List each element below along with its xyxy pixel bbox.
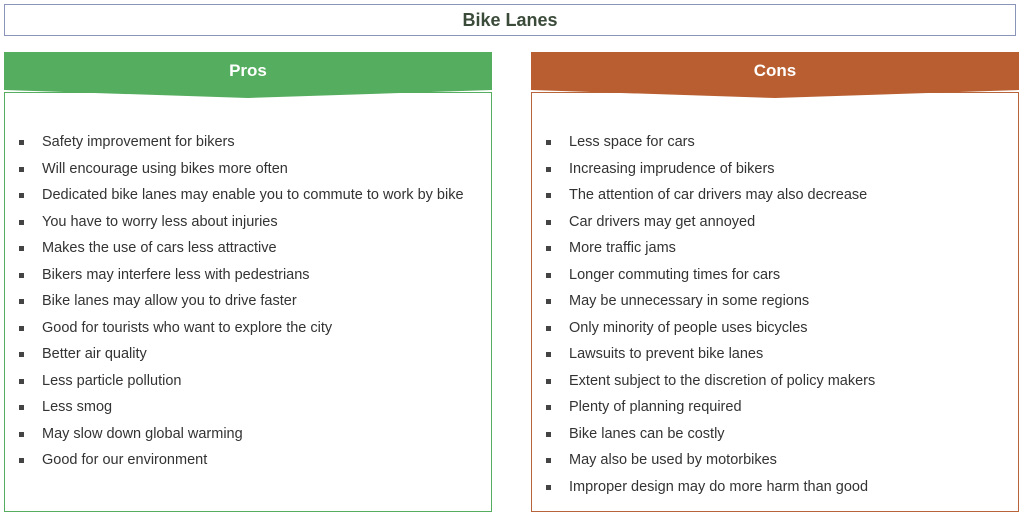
list-item xyxy=(19,239,471,258)
square-bullet-icon xyxy=(546,458,551,463)
list-item xyxy=(546,345,998,364)
list-item-text: Less space for cars xyxy=(569,134,695,150)
square-bullet-icon xyxy=(546,485,551,490)
list-item-text: More traffic jams xyxy=(569,240,676,256)
list-item xyxy=(546,451,998,470)
list-item-text: Longer commuting times for cars xyxy=(569,266,781,283)
square-bullet-icon xyxy=(19,352,24,357)
list-item-text: Dedicated bike lanes may enable you to commute to work by bike xyxy=(42,187,464,203)
pros-list-box xyxy=(4,92,492,512)
list-item-text: Will encourage using bikes more often xyxy=(42,160,288,177)
list-item-text: May also be used by motorbikes xyxy=(569,452,777,468)
list-item-text: You have to worry less about injuries xyxy=(42,213,278,230)
square-bullet-icon xyxy=(19,246,24,251)
pros-list xyxy=(5,133,491,478)
list-item xyxy=(19,213,471,232)
square-bullet-icon xyxy=(19,326,24,331)
square-bullet-icon xyxy=(19,405,24,410)
list-item xyxy=(546,425,998,444)
cons-list xyxy=(532,133,1018,504)
list-item xyxy=(19,345,471,364)
cons-column xyxy=(531,52,1019,495)
pros-column xyxy=(4,52,492,468)
list-item xyxy=(19,160,471,179)
list-item xyxy=(19,319,471,338)
list-item xyxy=(546,398,998,417)
list-item-text: Bike lanes may allow you to drive faster xyxy=(42,293,297,309)
list-item xyxy=(19,266,471,285)
list-item xyxy=(19,425,471,444)
list-item xyxy=(546,372,998,391)
list-item-text: Increasing imprudence of bikers xyxy=(569,160,775,177)
square-bullet-icon xyxy=(546,432,551,437)
list-item-text: Car drivers may get annoyed xyxy=(569,213,756,230)
list-item-text: Bikers may interfere less with pedestrians xyxy=(42,266,310,283)
square-bullet-icon xyxy=(546,140,551,145)
list-item xyxy=(546,239,998,258)
list-item xyxy=(19,133,471,152)
list-item xyxy=(546,186,998,205)
pros-heading: Pros xyxy=(229,61,267,80)
square-bullet-icon xyxy=(546,273,551,278)
square-bullet-icon xyxy=(546,167,551,172)
page-title: Bike Lanes xyxy=(4,4,1016,36)
square-bullet-icon xyxy=(546,326,551,331)
list-item-text: Extent subject to the discretion of policy makers xyxy=(569,372,876,389)
list-item xyxy=(19,186,471,205)
square-bullet-icon xyxy=(546,352,551,357)
list-item-text: Bike lanes can be costly xyxy=(569,425,725,442)
list-item-text: Less particle pollution xyxy=(42,372,182,389)
square-bullet-icon xyxy=(546,220,551,225)
list-item xyxy=(19,451,471,470)
square-bullet-icon xyxy=(546,193,551,198)
list-item-text: Plenty of planning required xyxy=(569,399,742,415)
square-bullet-icon xyxy=(19,432,24,437)
cons-heading: Cons xyxy=(753,61,797,80)
square-bullet-icon xyxy=(19,167,24,172)
list-item xyxy=(19,398,471,417)
list-item-text: Better air quality xyxy=(42,346,147,362)
list-item-text: Less smog xyxy=(42,399,113,415)
list-item xyxy=(546,160,998,179)
cons-list-box xyxy=(531,92,1019,512)
square-bullet-icon xyxy=(19,273,24,278)
list-item-text: Improper design may do more harm than good xyxy=(569,478,869,495)
list-item xyxy=(546,292,998,311)
list-item-text: The attention of car drivers may also decrease xyxy=(569,187,868,203)
square-bullet-icon xyxy=(19,299,24,304)
list-item xyxy=(546,133,998,152)
list-item xyxy=(546,478,998,497)
square-bullet-icon xyxy=(19,220,24,225)
list-item xyxy=(546,213,998,232)
list-item-text: Safety improvement for bikers xyxy=(42,134,235,150)
square-bullet-icon xyxy=(19,193,24,198)
list-item-text: Good for tourists who want to explore the city xyxy=(42,319,333,336)
cons-header xyxy=(531,52,1019,98)
list-item xyxy=(19,292,471,311)
list-item-text: Makes the use of cars less attractive xyxy=(42,240,277,256)
square-bullet-icon xyxy=(19,140,24,145)
list-item xyxy=(19,372,471,391)
square-bullet-icon xyxy=(546,405,551,410)
list-item-text: Lawsuits to prevent bike lanes xyxy=(569,346,764,362)
square-bullet-icon xyxy=(19,379,24,384)
square-bullet-icon xyxy=(546,379,551,384)
square-bullet-icon xyxy=(546,299,551,304)
list-item xyxy=(546,266,998,285)
list-item xyxy=(546,319,998,338)
list-item-text: Only minority of people uses bicycles xyxy=(569,319,808,336)
pros-header xyxy=(4,52,492,98)
square-bullet-icon xyxy=(19,458,24,463)
list-item-text: May slow down global warming xyxy=(42,425,243,442)
square-bullet-icon xyxy=(546,246,551,251)
list-item-text: May be unnecessary in some regions xyxy=(569,293,810,309)
list-item-text: Good for our environment xyxy=(42,452,208,468)
